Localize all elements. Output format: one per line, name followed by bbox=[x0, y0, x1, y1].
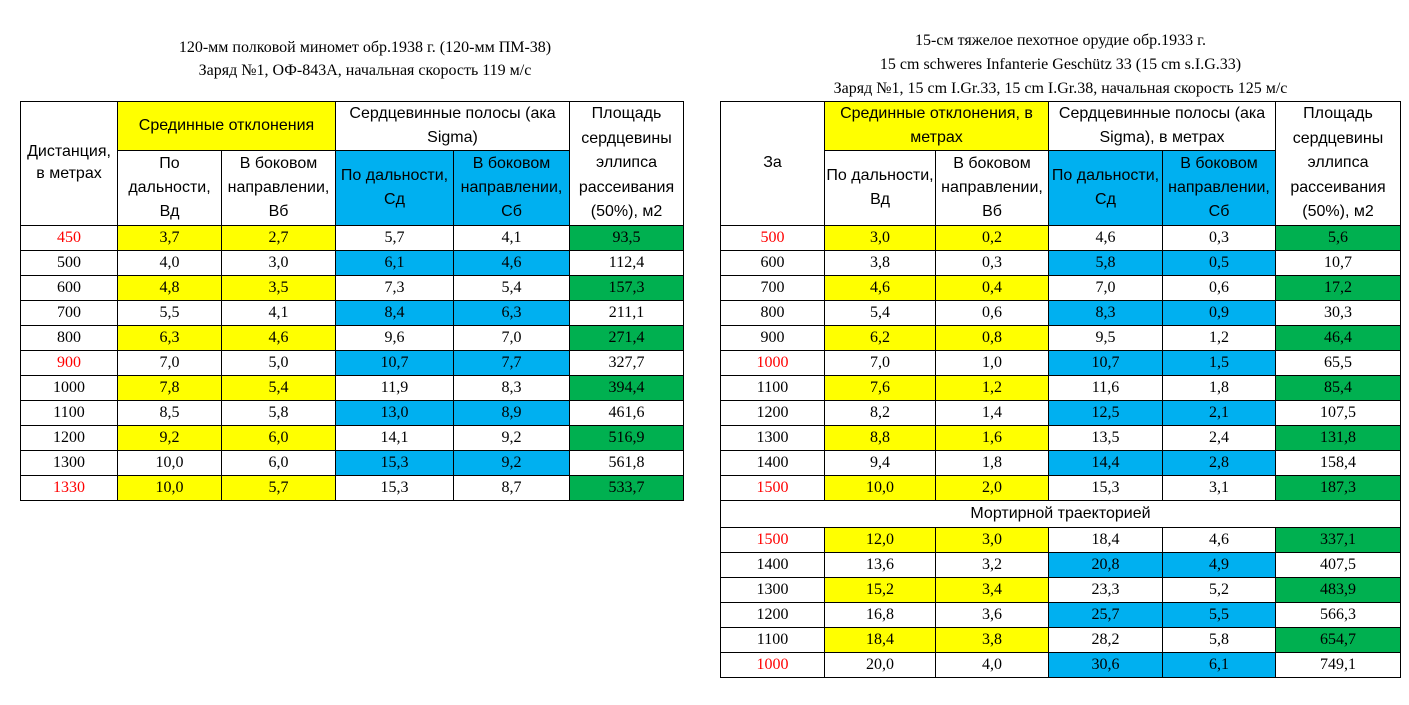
cell-area: 85,4 bbox=[1276, 375, 1401, 400]
cell-distance: 1200 bbox=[21, 425, 118, 450]
cell-core-range: 7,3 bbox=[336, 275, 454, 300]
header-median-deviations: Срединные отклонения, в метрах bbox=[825, 102, 1049, 151]
cell-distance: 1200 bbox=[721, 602, 825, 627]
cell-core-lateral: 1,8 bbox=[1163, 375, 1276, 400]
cell-median-lateral: 3,0 bbox=[222, 250, 336, 275]
table-row bbox=[21, 250, 684, 275]
cell-distance: 500 bbox=[21, 250, 118, 275]
cell-median-lateral: 0,6 bbox=[936, 300, 1049, 325]
cell-area: 533,7 bbox=[570, 475, 684, 500]
cell-core-lateral: 8,7 bbox=[454, 475, 570, 500]
cell-core-range: 28,2 bbox=[1049, 627, 1163, 652]
cell-core-range: 15,3 bbox=[336, 450, 454, 475]
cell-core-lateral: 7,7 bbox=[454, 350, 570, 375]
left-caption-line: Заряд №1, ОФ-843А, начальная скорость 119 м/с bbox=[198, 62, 532, 79]
cell-median-lateral: 0,2 bbox=[936, 225, 1049, 250]
cell-median-range: 10,0 bbox=[825, 475, 936, 500]
left-table-body bbox=[21, 102, 684, 226]
cell-core-range: 15,3 bbox=[336, 475, 454, 500]
cell-median-range: 15,2 bbox=[825, 577, 936, 602]
cell-median-range: 3,0 bbox=[825, 225, 936, 250]
cell-median-range: 8,5 bbox=[118, 400, 222, 425]
header-area: Площадь сердцевины эллипса рассеивания (50%), м2 bbox=[570, 102, 684, 226]
cell-median-range: 9,2 bbox=[118, 425, 222, 450]
cell-median-lateral: 4,6 bbox=[222, 325, 336, 350]
cell-distance: 1330 bbox=[21, 475, 118, 500]
cell-median-range: 4,0 bbox=[118, 250, 222, 275]
cell-core-range: 13,5 bbox=[1049, 425, 1163, 450]
header-core-lateral: В боковом направлении, Сб bbox=[1163, 151, 1276, 226]
cell-core-lateral: 6,1 bbox=[1163, 652, 1276, 677]
left-caption bbox=[20, 36, 710, 82]
header-core-range: По дальности, Сд bbox=[1049, 151, 1163, 226]
cell-area: 157,3 bbox=[570, 275, 684, 300]
mortar-dispersion-table bbox=[20, 101, 684, 501]
cell-core-lateral: 9,2 bbox=[454, 425, 570, 450]
table-row bbox=[721, 375, 1401, 400]
cell-core-lateral: 2,8 bbox=[1163, 450, 1276, 475]
cell-median-range: 7,0 bbox=[118, 350, 222, 375]
cell-distance: 1400 bbox=[721, 552, 825, 577]
cell-area: 187,3 bbox=[1276, 475, 1401, 500]
cell-core-lateral: 9,2 bbox=[454, 450, 570, 475]
right-caption-line: 15-см тяжелое пехотное орудие обр.1933 г. bbox=[915, 32, 1206, 49]
cell-distance: 800 bbox=[721, 300, 825, 325]
cell-core-range: 5,7 bbox=[336, 225, 454, 250]
table-row bbox=[721, 425, 1401, 450]
cell-distance: 1500 bbox=[721, 475, 825, 500]
mortar-trajectory-section bbox=[721, 500, 1401, 527]
cell-median-range: 8,2 bbox=[825, 400, 936, 425]
cell-median-lateral: 2,7 bbox=[222, 225, 336, 250]
cell-median-range: 4,8 bbox=[118, 275, 222, 300]
header-core-bands bbox=[336, 102, 570, 151]
cell-area: 93,5 bbox=[570, 225, 684, 250]
cell-distance: 1500 bbox=[721, 527, 825, 552]
header-median-range: По дальности, Вд bbox=[118, 151, 222, 226]
header-median-lateral: В боковом направлении, Вб bbox=[936, 151, 1049, 226]
cell-distance: 1100 bbox=[721, 627, 825, 652]
cell-core-range: 4,6 bbox=[1049, 225, 1163, 250]
table-row bbox=[21, 325, 684, 350]
right-mortar-rows bbox=[721, 527, 1401, 677]
cell-area: 107,5 bbox=[1276, 400, 1401, 425]
cell-core-lateral: 4,9 bbox=[1163, 552, 1276, 577]
cell-area: 749,1 bbox=[1276, 652, 1401, 677]
table-row bbox=[721, 225, 1401, 250]
right-data-rows bbox=[721, 225, 1401, 500]
cell-core-range: 23,3 bbox=[1049, 577, 1163, 602]
cell-core-range: 11,6 bbox=[1049, 375, 1163, 400]
cell-area: 5,6 bbox=[1276, 225, 1401, 250]
cell-distance: 800 bbox=[21, 325, 118, 350]
cell-core-range: 8,3 bbox=[1049, 300, 1163, 325]
cell-core-range: 11,9 bbox=[336, 375, 454, 400]
cell-median-range: 7,0 bbox=[825, 350, 936, 375]
table-row bbox=[21, 400, 684, 425]
cell-core-range: 6,1 bbox=[336, 250, 454, 275]
cell-median-range: 5,4 bbox=[825, 300, 936, 325]
cell-distance: 700 bbox=[721, 275, 825, 300]
table-row bbox=[721, 350, 1401, 375]
cell-median-range: 13,6 bbox=[825, 552, 936, 577]
cell-core-range: 9,5 bbox=[1049, 325, 1163, 350]
cell-median-range: 7,8 bbox=[118, 375, 222, 400]
cell-core-lateral: 8,3 bbox=[454, 375, 570, 400]
cell-core-range: 20,8 bbox=[1049, 552, 1163, 577]
right-caption-line: Заряд №1, 15 cm I.Gr.33, 15 cm I.Gr.38, начальная скорость 125 м/с bbox=[833, 80, 1288, 97]
cell-core-range: 8,4 bbox=[336, 300, 454, 325]
cell-distance: 700 bbox=[21, 300, 118, 325]
cell-core-lateral: 5,2 bbox=[1163, 577, 1276, 602]
cell-distance: 900 bbox=[21, 350, 118, 375]
cell-area: 566,3 bbox=[1276, 602, 1401, 627]
cell-core-range: 5,8 bbox=[1049, 250, 1163, 275]
cell-distance: 1300 bbox=[721, 425, 825, 450]
cell-core-lateral: 1,5 bbox=[1163, 350, 1276, 375]
cell-core-range: 18,4 bbox=[1049, 527, 1163, 552]
header-core-bands: Сердцевинные полосы (ака Sigma), в метрах bbox=[1049, 102, 1276, 151]
header-median-deviations: Срединные отклонения bbox=[118, 102, 336, 151]
header-distance: За bbox=[721, 102, 825, 226]
cell-median-lateral: 2,0 bbox=[936, 475, 1049, 500]
table-row bbox=[721, 450, 1401, 475]
cell-area: 158,4 bbox=[1276, 450, 1401, 475]
table-row bbox=[21, 475, 684, 500]
left-data-rows bbox=[21, 225, 684, 500]
table-row bbox=[21, 450, 684, 475]
cell-median-range: 16,8 bbox=[825, 602, 936, 627]
cell-median-lateral: 6,0 bbox=[222, 425, 336, 450]
cell-area: 337,1 bbox=[1276, 527, 1401, 552]
header-area: Площадь сердцевины эллипса рассеивания (50%), м2 bbox=[1276, 102, 1401, 226]
cell-median-range: 8,8 bbox=[825, 425, 936, 450]
cell-median-lateral: 1,2 bbox=[936, 375, 1049, 400]
right-caption-line: 15 cm schweres Infanterie Geschütz 33 (15 cm s.I.G.33) bbox=[879, 56, 1242, 73]
cell-core-range: 12,5 bbox=[1049, 400, 1163, 425]
infantry-gun-dispersion-table bbox=[720, 101, 1401, 678]
cell-core-lateral: 2,1 bbox=[1163, 400, 1276, 425]
table-row bbox=[721, 652, 1401, 677]
cell-area: 46,4 bbox=[1276, 325, 1401, 350]
cell-median-lateral: 3,2 bbox=[936, 552, 1049, 577]
header-median-range: По дальности, Вд bbox=[825, 151, 936, 226]
cell-median-lateral: 6,0 bbox=[222, 450, 336, 475]
cell-core-range: 10,7 bbox=[336, 350, 454, 375]
cell-median-lateral: 3,5 bbox=[222, 275, 336, 300]
cell-median-range: 20,0 bbox=[825, 652, 936, 677]
cell-distance: 1100 bbox=[21, 400, 118, 425]
table-row bbox=[721, 300, 1401, 325]
cell-area: 561,8 bbox=[570, 450, 684, 475]
cell-median-range: 6,2 bbox=[825, 325, 936, 350]
cell-median-lateral: 5,0 bbox=[222, 350, 336, 375]
cell-core-lateral: 5,5 bbox=[1163, 602, 1276, 627]
table-row bbox=[721, 325, 1401, 350]
cell-median-lateral: 1,4 bbox=[936, 400, 1049, 425]
cell-median-lateral: 1,0 bbox=[936, 350, 1049, 375]
cell-core-range: 10,7 bbox=[1049, 350, 1163, 375]
cell-core-lateral: 3,1 bbox=[1163, 475, 1276, 500]
cell-core-lateral: 5,8 bbox=[1163, 627, 1276, 652]
table-row bbox=[721, 527, 1401, 552]
cell-median-lateral: 0,8 bbox=[936, 325, 1049, 350]
right-caption bbox=[720, 29, 1401, 101]
cell-median-lateral: 5,8 bbox=[222, 400, 336, 425]
cell-distance: 1000 bbox=[721, 652, 825, 677]
left-caption-line: 120-мм полковой миномет обр.1938 г. (120-мм ПМ-38) bbox=[178, 39, 552, 56]
cell-core-lateral: 4,6 bbox=[1163, 527, 1276, 552]
table-row bbox=[721, 552, 1401, 577]
cell-area: 65,5 bbox=[1276, 350, 1401, 375]
table-row bbox=[21, 275, 684, 300]
cell-median-range: 4,6 bbox=[825, 275, 936, 300]
cell-median-range: 18,4 bbox=[825, 627, 936, 652]
table-row bbox=[721, 275, 1401, 300]
cell-median-lateral: 1,6 bbox=[936, 425, 1049, 450]
cell-core-lateral: 1,2 bbox=[1163, 325, 1276, 350]
cell-core-lateral: 0,9 bbox=[1163, 300, 1276, 325]
cell-core-lateral: 5,4 bbox=[454, 275, 570, 300]
cell-median-range: 5,5 bbox=[118, 300, 222, 325]
cell-area: 394,4 bbox=[570, 375, 684, 400]
cell-area: 461,6 bbox=[570, 400, 684, 425]
table-row bbox=[21, 225, 684, 250]
table-row bbox=[721, 400, 1401, 425]
cell-area: 17,2 bbox=[1276, 275, 1401, 300]
header-core-bands-text: Сердцевинные полосы (ака Sigma) bbox=[349, 105, 556, 146]
cell-core-lateral: 7,0 bbox=[454, 325, 570, 350]
cell-area: 407,5 bbox=[1276, 552, 1401, 577]
table-row bbox=[21, 375, 684, 400]
cell-distance: 450 bbox=[21, 225, 118, 250]
table-row bbox=[721, 602, 1401, 627]
cell-median-range: 3,8 bbox=[825, 250, 936, 275]
header-core-lateral: В боковом направлении, Сб bbox=[454, 151, 570, 226]
cell-distance: 1000 bbox=[721, 350, 825, 375]
cell-core-lateral: 6,3 bbox=[454, 300, 570, 325]
mortar-trajectory-label: Мортирной траекторией bbox=[721, 500, 1401, 527]
table-row bbox=[21, 350, 684, 375]
table-row bbox=[21, 300, 684, 325]
cell-median-range: 12,0 bbox=[825, 527, 936, 552]
cell-median-lateral: 1,8 bbox=[936, 450, 1049, 475]
cell-area: 516,9 bbox=[570, 425, 684, 450]
table-row bbox=[721, 250, 1401, 275]
cell-core-lateral: 4,6 bbox=[454, 250, 570, 275]
cell-median-lateral: 3,0 bbox=[936, 527, 1049, 552]
cell-median-lateral: 5,4 bbox=[222, 375, 336, 400]
cell-distance: 500 bbox=[721, 225, 825, 250]
cell-core-range: 30,6 bbox=[1049, 652, 1163, 677]
cell-distance: 1100 bbox=[721, 375, 825, 400]
cell-area: 112,4 bbox=[570, 250, 684, 275]
cell-median-range: 7,6 bbox=[825, 375, 936, 400]
cell-core-range: 14,1 bbox=[336, 425, 454, 450]
cell-core-range: 14,4 bbox=[1049, 450, 1163, 475]
cell-area: 30,3 bbox=[1276, 300, 1401, 325]
cell-core-lateral: 0,3 bbox=[1163, 225, 1276, 250]
table-row bbox=[21, 425, 684, 450]
cell-area: 327,7 bbox=[570, 350, 684, 375]
cell-core-lateral: 0,5 bbox=[1163, 250, 1276, 275]
cell-area: 10,7 bbox=[1276, 250, 1401, 275]
cell-median-lateral: 4,0 bbox=[936, 652, 1049, 677]
cell-core-range: 25,7 bbox=[1049, 602, 1163, 627]
cell-median-lateral: 4,1 bbox=[222, 300, 336, 325]
cell-core-lateral: 0,6 bbox=[1163, 275, 1276, 300]
cell-median-range: 6,3 bbox=[118, 325, 222, 350]
cell-area: 131,8 bbox=[1276, 425, 1401, 450]
cell-distance: 600 bbox=[721, 250, 825, 275]
table-row bbox=[721, 627, 1401, 652]
table-row bbox=[721, 577, 1401, 602]
table-row bbox=[721, 475, 1401, 500]
cell-area: 483,9 bbox=[1276, 577, 1401, 602]
cell-median-lateral: 0,4 bbox=[936, 275, 1049, 300]
header-median-lateral: В боковом направлении, Вб bbox=[222, 151, 336, 226]
cell-distance: 1400 bbox=[721, 450, 825, 475]
cell-median-range: 10,0 bbox=[118, 450, 222, 475]
cell-median-range: 9,4 bbox=[825, 450, 936, 475]
cell-area: 211,1 bbox=[570, 300, 684, 325]
cell-core-lateral: 2,4 bbox=[1163, 425, 1276, 450]
cell-core-range: 15,3 bbox=[1049, 475, 1163, 500]
cell-distance: 600 bbox=[21, 275, 118, 300]
cell-median-range: 10,0 bbox=[118, 475, 222, 500]
cell-median-lateral: 3,8 bbox=[936, 627, 1049, 652]
header-distance: Дистанция, в метрах bbox=[21, 102, 118, 226]
cell-median-range: 3,7 bbox=[118, 225, 222, 250]
cell-median-lateral: 3,4 bbox=[936, 577, 1049, 602]
cell-core-range: 7,0 bbox=[1049, 275, 1163, 300]
cell-core-range: 13,0 bbox=[336, 400, 454, 425]
cell-core-range: 9,6 bbox=[336, 325, 454, 350]
cell-median-lateral: 5,7 bbox=[222, 475, 336, 500]
cell-core-lateral: 8,9 bbox=[454, 400, 570, 425]
cell-median-lateral: 0,3 bbox=[936, 250, 1049, 275]
right-table-body bbox=[721, 102, 1401, 226]
cell-distance: 1200 bbox=[721, 400, 825, 425]
cell-area: 654,7 bbox=[1276, 627, 1401, 652]
cell-distance: 1300 bbox=[721, 577, 825, 602]
cell-distance: 1300 bbox=[21, 450, 118, 475]
cell-distance: 900 bbox=[721, 325, 825, 350]
cell-core-lateral: 4,1 bbox=[454, 225, 570, 250]
cell-median-lateral: 3,6 bbox=[936, 602, 1049, 627]
header-core-range: По дальности, Сд bbox=[336, 151, 454, 226]
cell-distance: 1000 bbox=[21, 375, 118, 400]
cell-area: 271,4 bbox=[570, 325, 684, 350]
